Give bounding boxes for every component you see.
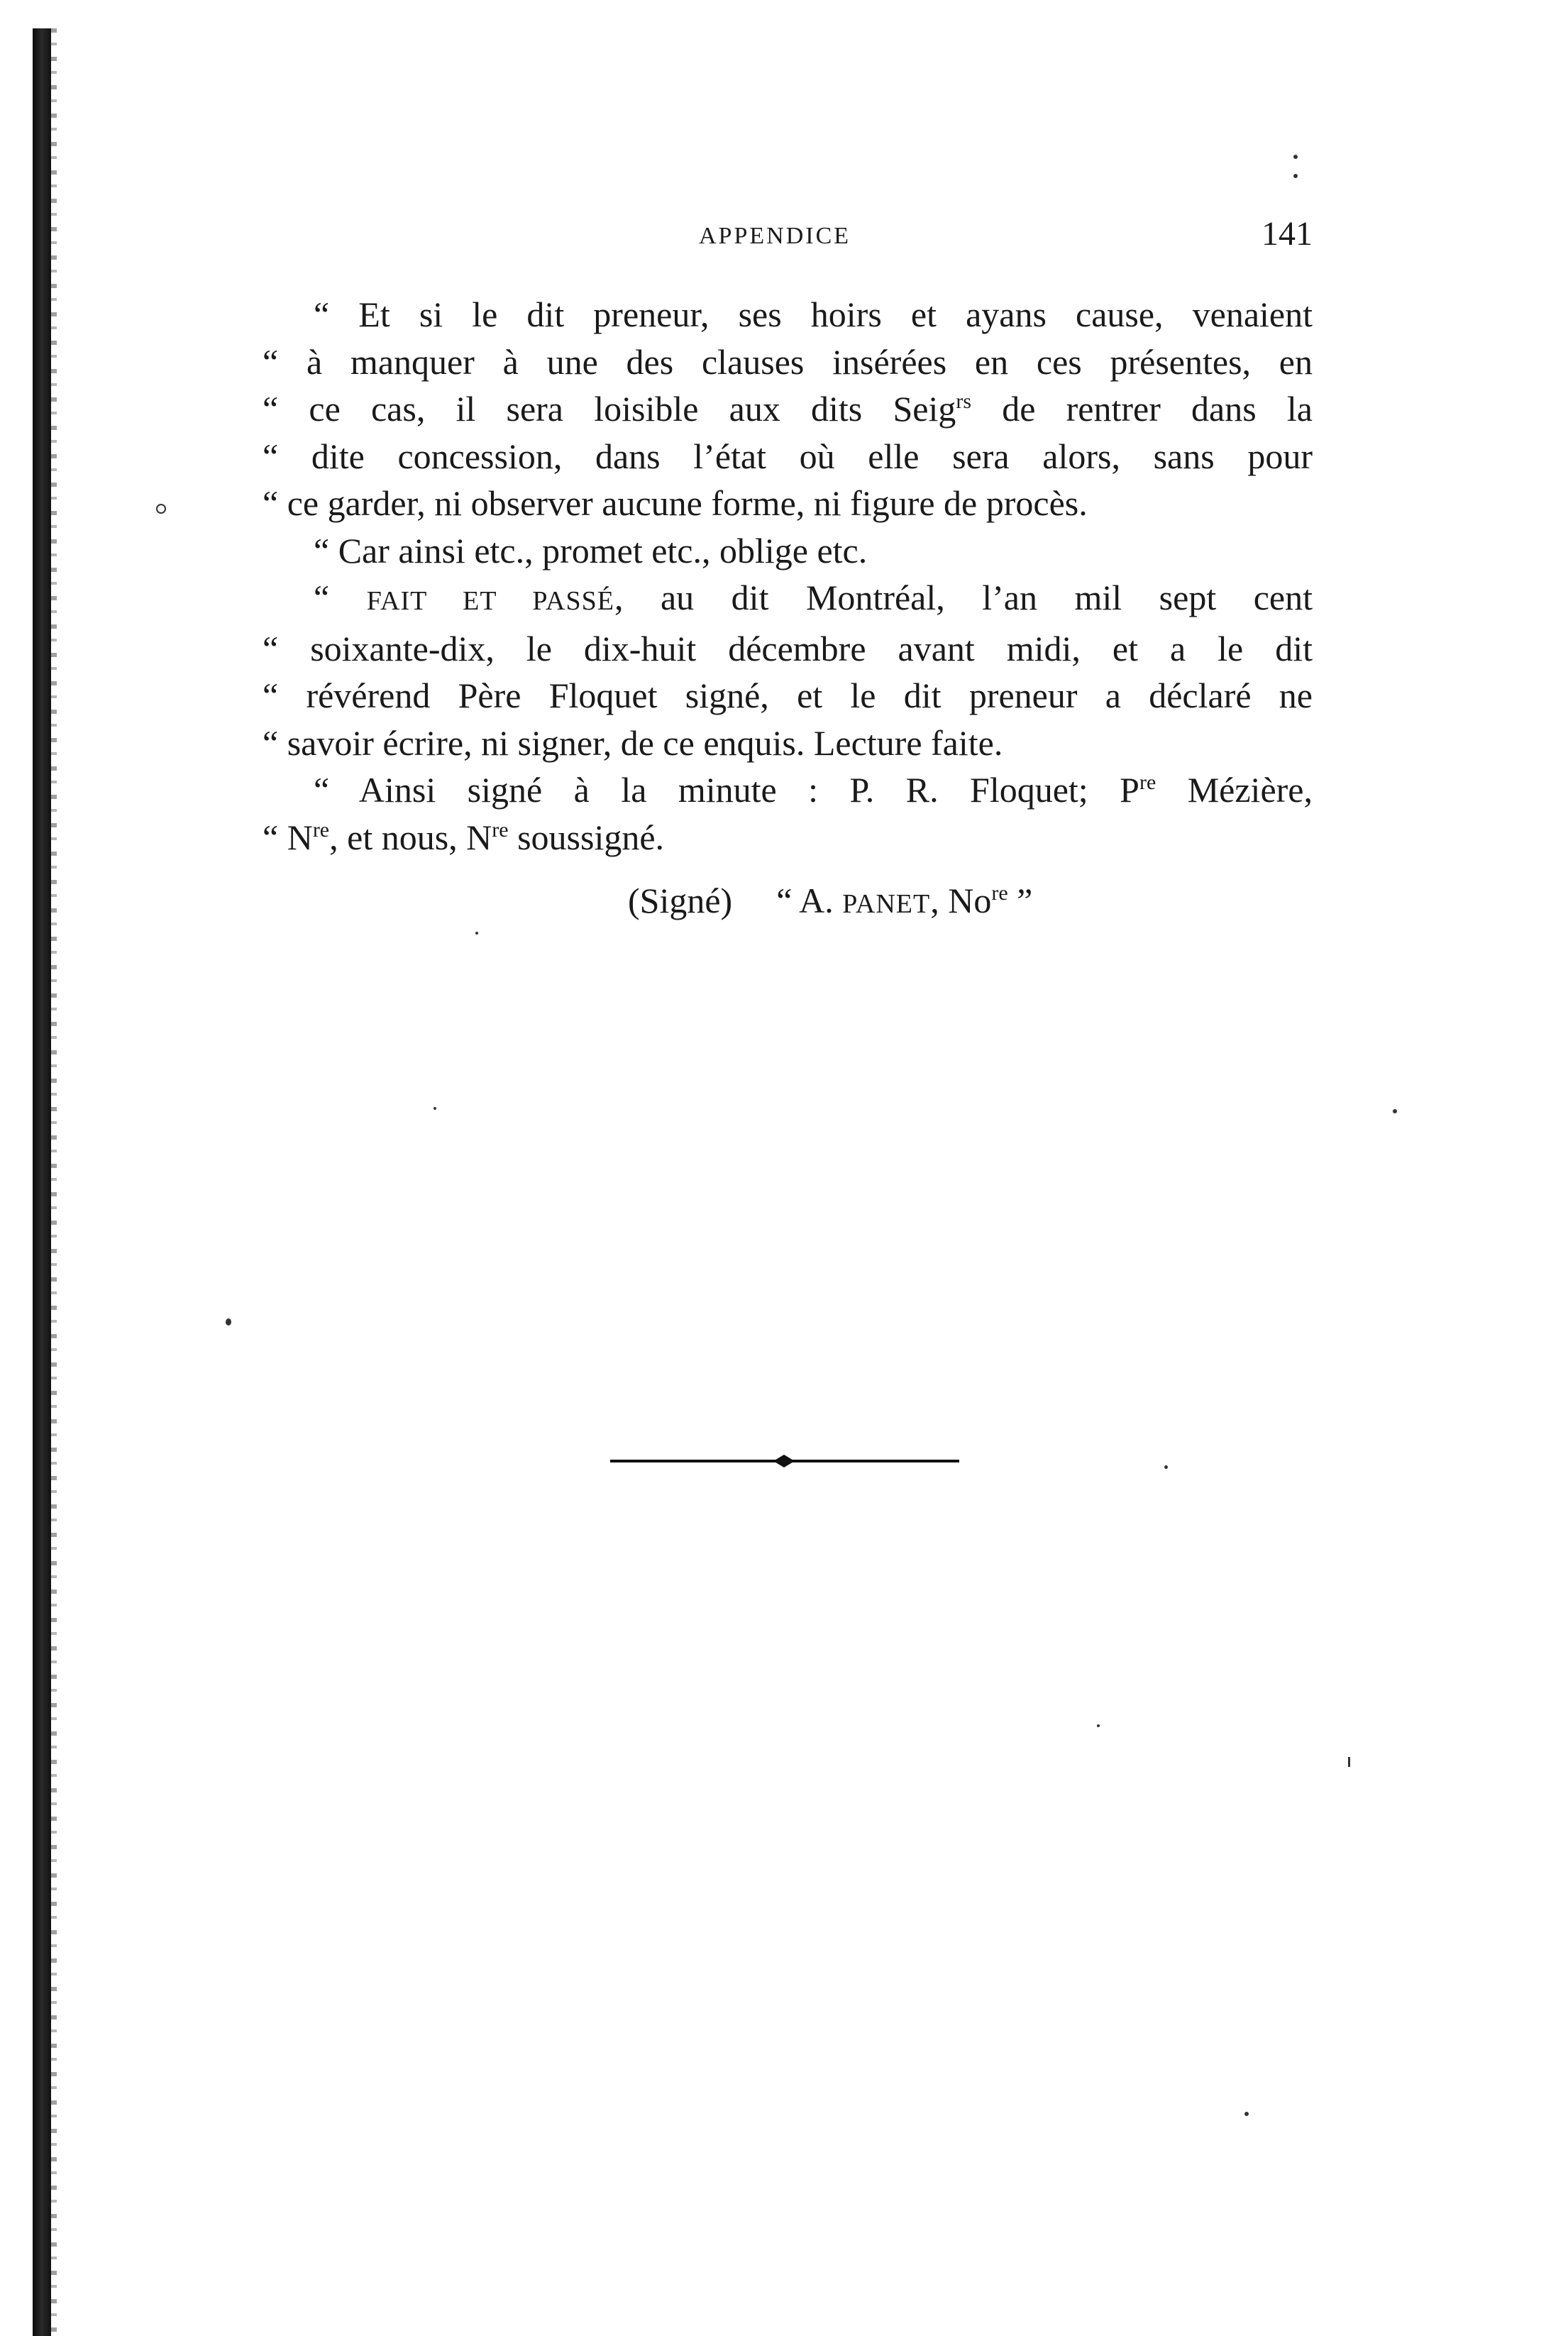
- page-header: [298, 215, 1313, 263]
- superscript: re: [991, 881, 1008, 905]
- running-head: APPENDICE: [699, 223, 851, 249]
- signe-label: (Signé): [628, 881, 733, 920]
- text-line: [263, 814, 1313, 861]
- speck: [1393, 1109, 1397, 1113]
- speck: [1244, 2112, 1249, 2116]
- speck: [1164, 1465, 1168, 1469]
- speck: [156, 504, 166, 514]
- text-line: “ révérend Père Floquet signé, et le dit preneur a déclaré ne: [263, 676, 1313, 715]
- signature-close: ”: [1007, 881, 1033, 920]
- speck: [434, 1107, 436, 1110]
- signature-title: , No: [930, 881, 992, 920]
- text-line: [263, 625, 1313, 673]
- text-line: “ ce garder, ni observer aucune forme, ni figure de procès.: [263, 483, 1088, 523]
- text-line: “ Car ainsi etc., promet etc., oblige etc.: [314, 530, 868, 571]
- page-binding-edge: [33, 28, 51, 2336]
- body-text: [263, 291, 1313, 861]
- ornament-diamond: [773, 1455, 795, 1467]
- text-run: “ ce cas, il sera loisible aux dits Seig: [263, 389, 956, 429]
- text-line: “ savoir écrire, ni signer, de ce enquis. Lecture faite.: [263, 722, 1003, 763]
- text-run: soussigné.: [508, 817, 665, 857]
- signature-open: “ A.: [776, 881, 843, 920]
- text-line: [263, 385, 1313, 433]
- text-run: “ N: [263, 817, 313, 857]
- text-run: soixante-dix, le dix-huit décembre avant midi, et a le dit: [310, 628, 1313, 668]
- superscript: re: [492, 817, 509, 842]
- text-run: “: [263, 628, 311, 668]
- speck: [1097, 1724, 1100, 1727]
- small-caps-run: FAIT ET PASSÉ: [366, 586, 614, 616]
- signature-name: PANET: [842, 889, 931, 919]
- text-line: [263, 766, 1313, 814]
- text-run: Mézière,: [1156, 770, 1313, 810]
- text-run: “ Ainsi signé à la minute : P. R. Floquet; P: [314, 770, 1139, 810]
- signature-line: [628, 880, 1032, 921]
- text-line: [263, 574, 1313, 625]
- speck: [226, 1318, 231, 1326]
- superscript: re: [312, 817, 330, 842]
- text-run: “: [314, 578, 367, 617]
- text-line: “ à manquer à une des clauses insérées en ces présentes, en: [263, 341, 1313, 382]
- speck: [475, 932, 478, 935]
- page-binding-fray: [51, 28, 57, 2336]
- speck: [1293, 155, 1298, 159]
- text-line: “ Et si le dit preneur, ses hoirs et ayans cause, venaient: [314, 294, 1313, 334]
- superscript: re: [1139, 771, 1156, 794]
- superscript: rs: [956, 390, 972, 413]
- text-run: , au dit Montréal, l’an mil sept cent: [614, 578, 1313, 617]
- text-line: “ dite concession, dans l’état où elle sera alors, sans pour: [263, 436, 1313, 476]
- page-number: 141: [1261, 215, 1313, 253]
- text-run: de rentrer dans la: [971, 389, 1313, 429]
- text-run: , et nous, N: [329, 817, 492, 857]
- speck: [1348, 1757, 1350, 1767]
- speck: [1293, 174, 1298, 178]
